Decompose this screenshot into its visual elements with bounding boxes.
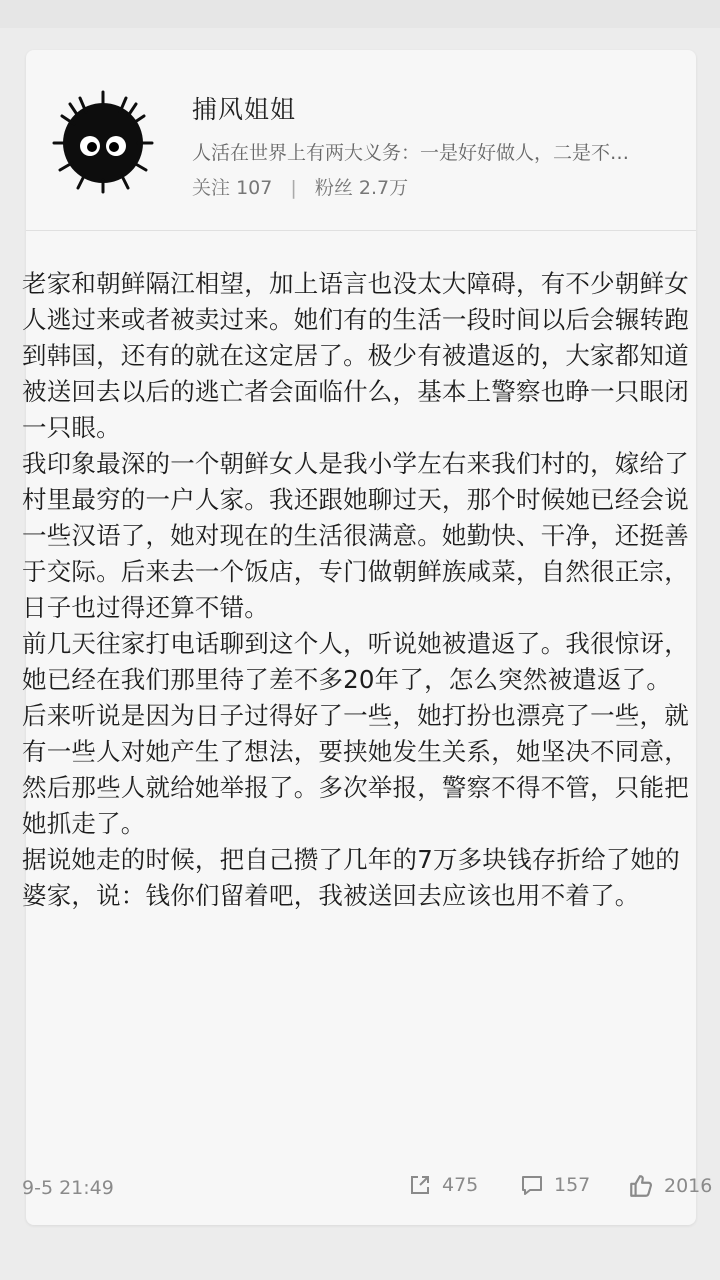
share-count: 475 [442,1174,479,1196]
post-paragraph: 前几天往家打电话聊到这个人，听说她被遣返了。我很惊讶，她已经在我们那里待了差不多20年了，怎么突然被遣返了。 [22,629,689,694]
post-footer [22,1173,712,1207]
post-paragraph: 老家和朝鲜隔江相望，加上语言也没太大障碍，有不少朝鲜女人逃过来或者被卖过来。她们有的生活一段时间以后会辗转跑到韩国，还有的就在这定居了。极少有被遣返的，大家都知道被送回去以后的逃亡者会面临什么，基本上警察也睁一只眼闭一只眼。 [22,269,689,442]
profile-header[interactable] [26,50,696,231]
like-button[interactable] [628,1173,712,1199]
comment-icon [520,1173,544,1197]
soot-sprite-avatar-icon [50,88,156,194]
avatar[interactable] [50,88,156,194]
user-name[interactable]: 捕风姐姐 [192,95,297,124]
follow-count[interactable]: 107 [236,177,273,199]
like-count: 2016 [664,1175,713,1197]
share-icon [408,1173,432,1197]
post-paragraph: 我印象最深的一个朝鲜女人是我小学左右来我们村的，嫁给了村里最穷的一户人家。我还跟她聊过天，那个时候她已经会说一些汉语了，她对现在的生活很满意。她勤快、干净，还挺善于交际。后来去一个饭店，专门做朝鲜族咸菜，自然很正宗，日子也过得还算不错。 [22,449,689,622]
post-timestamp: 9-5 21:49 [22,1177,114,1199]
post-body [22,266,702,914]
post-paragraph: 后来听说是因为日子过得好了一些，她打扮也漂亮了一些，就有一些人对她产生了想法，要挟她发生关系，她坚决不同意，然后那些人就给她举报了。多次举报，警察不得不管，只能把她抓走了。 [22,701,689,838]
fans-label: 粉丝 [314,177,353,199]
comment-count: 157 [554,1174,591,1196]
user-bio: 人活在世界上有两大义务：一是好好做人，二是不… [192,142,630,164]
share-button[interactable] [408,1173,478,1197]
top-strip [0,0,720,28]
stats-divider: | [290,177,297,199]
post-paragraph: 据说她走的时候，把自己攒了几年的7万多块钱存折给了她的婆家，说：钱你们留着吧，我被送回去应该也用不着了。 [22,845,680,910]
comment-button[interactable] [520,1173,590,1197]
thumbs-up-icon [628,1173,654,1199]
follow-label: 关注 [192,177,231,199]
fans-count[interactable]: 2.7万 [358,177,409,199]
user-stats [192,173,408,200]
